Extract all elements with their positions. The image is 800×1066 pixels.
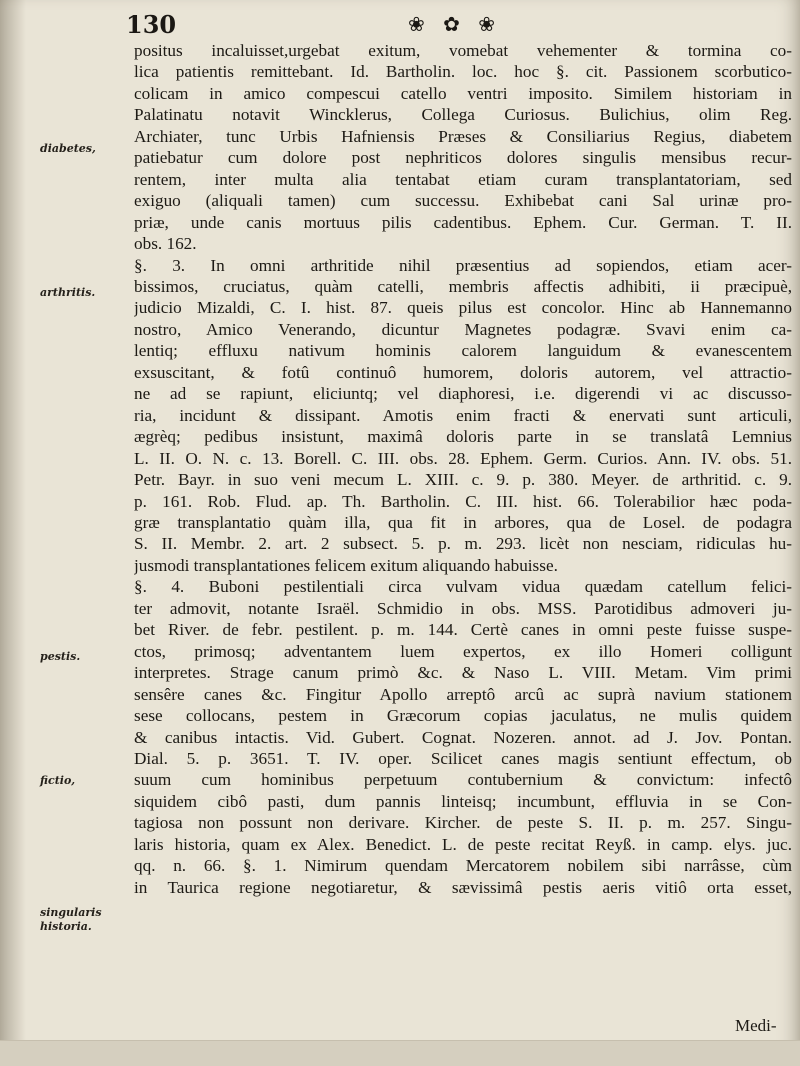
text-line: Petr. Bayr. in suo veni mecum L. XIII. c. 9. p. 380. Meyer. de arthritid. c. 9. [134,470,792,490]
text-line: obs. 162. [134,234,197,254]
margin-note-historia: historia. [40,920,92,933]
text-line: §. 4. Buboni pestilentiali circa vulvam vidua quædam catellum felici- [134,577,792,597]
text-line: judicio Mizaldi, C. I. hist. 87. queis pilus est concolor. Hinc ab Hannemanno [134,298,792,318]
body-text [134,40,792,898]
text-line: Palatinatu notavit Wincklerus, Collega Curiosus. Bulichius, olim Reg. [134,105,792,125]
text-line: græ transplantatio quàm illa, qua fit in arbores, qua de Losel. de podagra [134,512,792,532]
margin-note-fictio: fictio, [40,774,76,787]
header-ornament-icon: ❀ ✿ ❀ [408,12,501,36]
text-line: jusmodi transplantationes felicem exitum aliquando habuisse. [134,555,558,575]
text-line: nostro, Amico Venerando, dicuntur Magnetes podagræ. Svavi enim ca- [134,319,792,339]
text-line: siquidem cibô pasti, dum pannis linteisq; incumbunt, effluvia in se Con- [134,791,792,811]
text-line: p. 161. Rob. Flud. ap. Th. Bartholin. C. III. hist. 66. Tolerabilior hæc poda- [134,491,792,511]
page-number: 130 [126,10,177,39]
page-header [118,10,778,42]
text-line: lentiq; effluxu nativum hominis calorem languidum & evanescentem [134,341,792,361]
text-line: qq. n. 66. §. 1. Nimirum quendam Mercatorem nobilem sibi narrâsse, cùm [134,856,792,876]
margin-note-pestis: pestis. [40,650,81,663]
text-line: tagiosa non possunt non derivare. Kircher. de peste S. II. p. m. 257. Singu- [134,813,792,833]
catchword: Medi- [735,1016,777,1035]
text-line: ægrèq; pedibus insistunt, maximâ doloris parte in se translatâ Lemnius [134,427,792,447]
text-line: exsuscitant, & fotû continuô humorem, doloris autorem, vel attractio- [134,362,792,382]
text-line: patiebatur cum dolore post nephriticos dolores singulis mensibus recur- [134,148,792,168]
text-line: sese collocans, pestem in Græcorum copias jaculatus, ne mulis quidem [134,706,792,726]
text-line: priæ, unde canis mortuus pilis cadentibus. Ephem. Cur. German. T. II. [134,212,792,232]
text-line: bissimos, cruciatus, quàm catelli, membris affectis adhibiti, ii præcipuè, [134,276,792,296]
gutter-shadow [0,0,26,1065]
text-line: in Taurica regione negotiaretur, & sævissimâ pestis aeris vitiô orta esset, [134,877,792,897]
text-line: laris historia, quam ex Alex. Benedict. L. de peste recitat Reyß. in camp. elys. juc. [134,834,792,854]
text-line: ctos, primosq; adventantem luem expertos, ex illo Homeri colligunt [134,641,792,661]
text-line: L. II. O. N. c. 13. Borell. C. III. obs. 28. Ephem. Germ. Curios. Ann. IV. obs. 51. [134,448,792,468]
text-line: positus incaluisset,urgebat exitum, vomebat vehementer & tormina co- [134,41,792,60]
text-line: lica patientis remittebant. Id. Bartholin. loc. hoc §. cit. Passionem scorbutico- [134,62,792,82]
text-line: ne ad se rapiunt, eliciuntq; vel diaphoresi, i.e. digerendi vi ac discusso- [134,384,792,404]
text-line: ter admovit, notante Israël. Schmidio in obs. MSS. Parotidibus admoveri ju- [134,598,792,618]
page-bottom-edge [0,1040,800,1066]
text-line: interpretes. Strage canum primò &c. & Naso L. VIII. Metam. Vim primi [134,663,792,683]
text-line: §. 3. In omni arthritide nihil præsentius ad sopiendos, etiam acer- [134,255,792,275]
text-line: Dial. 5. p. 3651. T. IV. oper. Scilicet canes magis sentiunt effectum, ob [134,748,792,768]
text-line: ria, incidunt & dissipant. Amotis enim fracti & enervati sunt articuli, [134,405,792,425]
text-line: exiguo (aliquali tamen) cum successu. Exhibebat cani Sal urinæ pro- [134,191,792,211]
text-line: & canibus intactis. Vid. Gubert. Cognat. Nozeren. annot. ad J. Jov. Pontan. [134,727,792,747]
text-line: suum cum hominibus perpetuum contubernium & convictum: infectô [134,770,792,790]
margin-note-arthritis: arthritis. [40,286,96,299]
text-line: Archiater, tunc Urbis Hafniensis Præses & Consiliarius Regius, diabetem [134,126,792,146]
text-line: bet River. de febr. pestilent. p. m. 144. Certè canes in omni peste fuisse suspe- [134,620,792,640]
margin-note-diabetes: diabetes, [40,142,96,155]
text-line: S. II. Membr. 2. art. 2 subsect. 5. p. m. 293. licèt non nesciam, ridiculas hu- [134,534,792,554]
margin-note-singularis: singularis [40,906,102,919]
text-line: sensêre canes &c. Fingitur Apollo arreptô arcû ac suprà navium stationem [134,684,792,704]
text-line: rentem, inter multa alia tentabat etiam curam transplantatoriam, sed [134,169,792,189]
text-line: colicam in amico compescui catello ventri imposito. Similem historiam in [134,83,792,103]
